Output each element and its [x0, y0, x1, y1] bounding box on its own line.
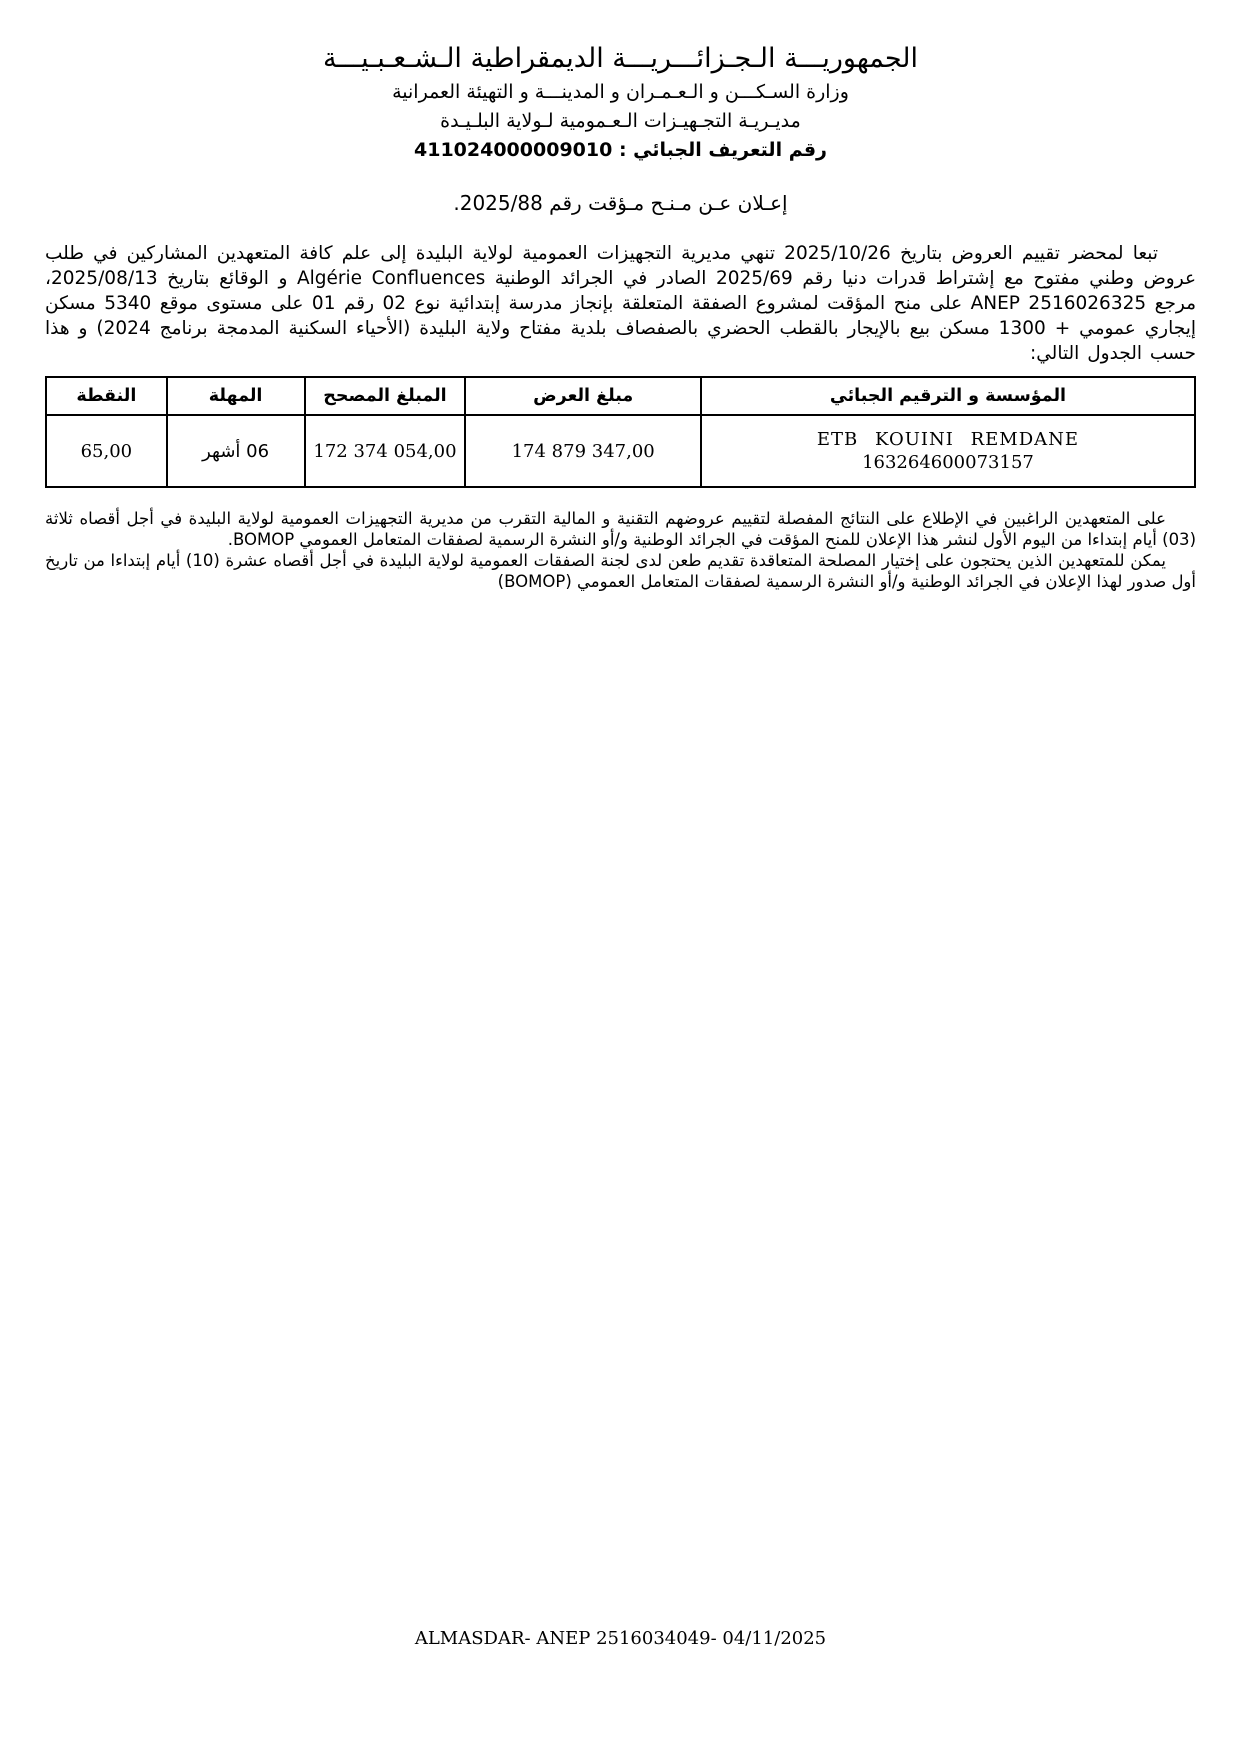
- cell-score: 65,00: [46, 415, 167, 487]
- col-header-corrected-amount: المبلغ المصحح: [305, 377, 466, 415]
- document-header: [45, 40, 1196, 165]
- company-name: ETB KOUINI REMDANE: [816, 429, 1080, 450]
- col-header-offer-amount: مبلغ العرض: [465, 377, 701, 415]
- announcement-title: إعـلان عـن مـنـح مـؤقت رقم 2025/88.: [453, 191, 788, 215]
- directorate-line: مديـريـة التجـهيـزات الـعـمومية لـولاية البلـيـدة: [440, 110, 801, 132]
- col-header-score: النقطة: [46, 377, 167, 415]
- publication-footer: ALMASDAR- ANEP 2516034049- 04/11/2025: [414, 1628, 827, 1649]
- cell-company: [701, 415, 1195, 487]
- note-results-consultation: على المتعهدين الراغبين في الإطلاع على النتائج المفصلة لتقييم عروضهم التقنية و المالية التقرب من مديرية التجهيزات العمومية لولاية البليدة في أجل أقصاه ثلاثة (03) أيام إبتداءا من اليوم الأول لنشر هذا الإعلان للمنح المؤقت في الجرائد الوطنية و/أو النشرة الرسمية لصفقات المتعامل العمومي BOMOP.: [45, 509, 1196, 549]
- company-tax-id: 163264600073157: [862, 452, 1034, 473]
- cell-corrected-amount: 172 374 054,00: [305, 415, 466, 487]
- announcement-body: تبعا لمحضر تقييم العروض بتاريخ 2025/10/26 تنهي مديرية التجهيزات العمومية لولاية البليدة إلى علم كافة المتعهدين المشاركين في طلب عروض وطني مفتوح مع إشتراط قدرات دنيا رقم 2025/69 الصادر في الجرائد الوطنية Algérie Confluences و الوقائع بتاريخ 2025/08/13، مرجع ANEP 2516026325 على منح المؤقت لمشروع الصفقة المتعلقة بإنجاز مدرسة إبتدائية نوع 02 رقم 01 على مستوى موقع 5340 مسكن إيجاري عمومي + 1300 مسكن بيع بالإيجار بالقطب الحضري بالصفصاف بلدية مفتاح ولاية البليدة (الأحياء السكنية المدمجة برنامج 2024) و هذا حسب الجدول التالي:: [45, 243, 1197, 364]
- bids-table: [45, 376, 1196, 488]
- tax-id-label: رقم التعريف الجبائي :: [618, 139, 827, 161]
- note-appeal-procedure: يمكن للمتعهدين الذين يحتجون على إختيار المصلحة المتعاقدة تقديم طعن لدى لجنة الصفقات العمومية لولاية البليدة في أجل أقصاه عشرة (10) أيام إبتداءا من تاريخ أول صدور لهذا الإعلان في الجرائد الوطنية و/أو النشرة الرسمية لصفقات المتعامل العمومي (BOMOP): [45, 551, 1196, 591]
- table-row: [46, 415, 1195, 487]
- republic-title: الجمهوريـــة الـجـزائـــريـــة الديمقراطية الـشـعـبـيـــة: [322, 43, 919, 74]
- cell-offer-amount: 174 879 347,00: [465, 415, 701, 487]
- cell-duration: 06 أشهر: [167, 415, 305, 487]
- tax-id-line: [45, 136, 1196, 165]
- document-content: [0, 0, 1241, 592]
- col-header-duration: المهلة: [167, 377, 305, 415]
- table-header-row: [46, 377, 1195, 415]
- col-header-company: المؤسسة و الترقيم الجبائي: [701, 377, 1195, 415]
- ministry-line: وزارة السـكـــن و الـعـمـران و المدينـــة و التهيئة العمرانية: [392, 81, 849, 103]
- tax-id-value: 411024000009010: [414, 139, 613, 161]
